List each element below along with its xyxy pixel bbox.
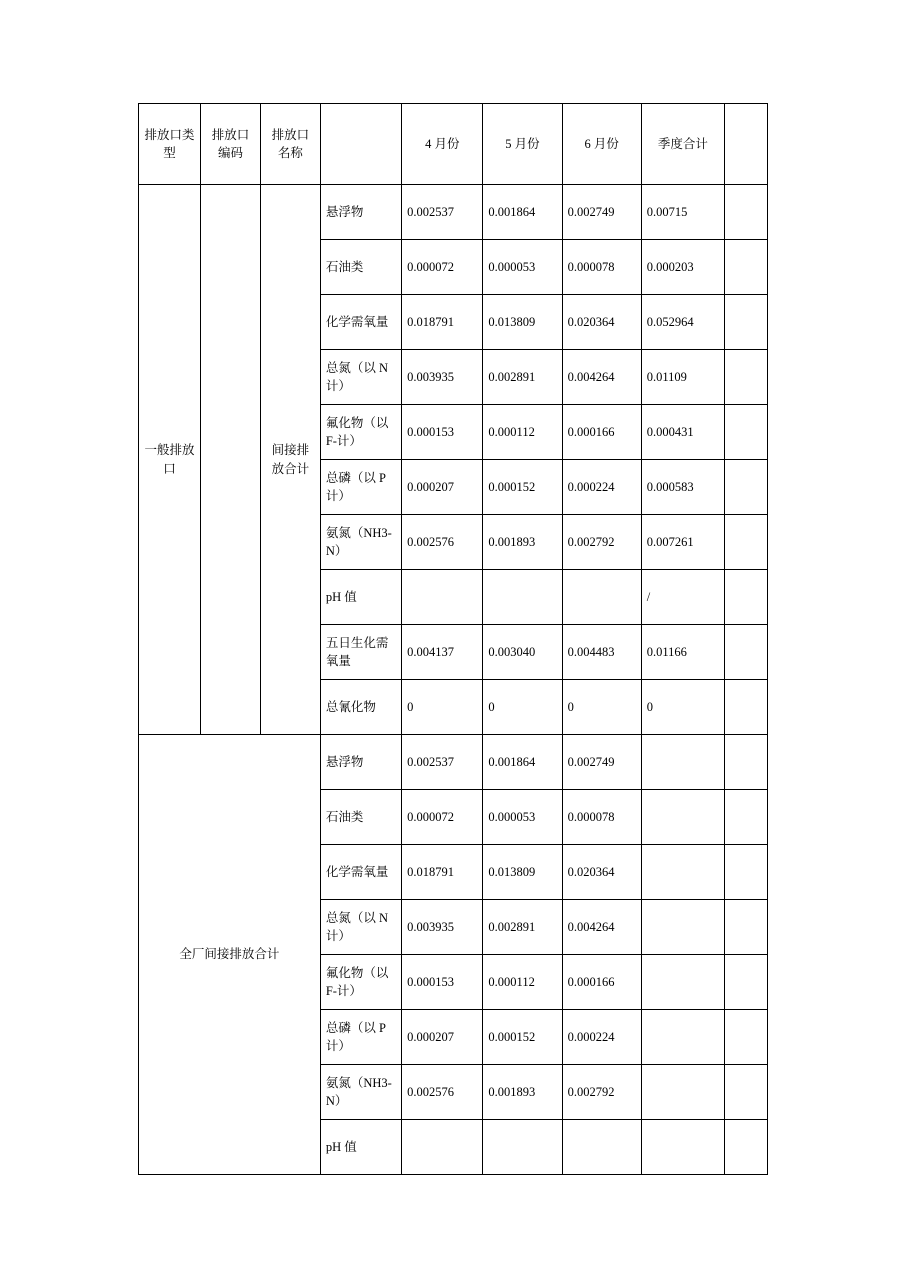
value-month-5: 0.013809 [483, 295, 562, 350]
value-month-5: 0.001893 [483, 515, 562, 570]
value-quarter-total [641, 845, 724, 900]
value-month-6 [562, 1120, 641, 1175]
value-last [725, 1065, 768, 1120]
pollutant-item: 氨氮（NH3-N） [320, 515, 401, 570]
value-month-6: 0.000166 [562, 955, 641, 1010]
pollutant-item: 总磷（以 P 计） [320, 1010, 401, 1065]
table-row [139, 185, 768, 240]
value-month-5: 0.000152 [483, 1010, 562, 1065]
value-last [725, 1010, 768, 1065]
value-quarter-total: 0.01109 [641, 350, 724, 405]
pollutant-item: 氟化物（以 F-计） [320, 405, 401, 460]
value-month-4: 0.000207 [402, 1010, 483, 1065]
group-outlet-name: 间接排放合计 [260, 185, 320, 735]
value-quarter-total: 0.000431 [641, 405, 724, 460]
value-last [725, 350, 768, 405]
header-quarter-total: 季度合计 [641, 104, 724, 185]
value-month-4: 0.002537 [402, 185, 483, 240]
value-month-6: 0.000224 [562, 1010, 641, 1065]
value-month-4: 0.018791 [402, 845, 483, 900]
value-month-4 [402, 1120, 483, 1175]
value-last [725, 405, 768, 460]
value-quarter-total [641, 1120, 724, 1175]
pollutant-item: 氨氮（NH3-N） [320, 1065, 401, 1120]
value-month-4: 0.000153 [402, 955, 483, 1010]
value-month-5: 0.000053 [483, 240, 562, 295]
value-month-5: 0.001864 [483, 735, 562, 790]
value-month-4 [402, 570, 483, 625]
header-month-5: 5 月份 [483, 104, 562, 185]
value-month-5: 0.000152 [483, 460, 562, 515]
header-month-4: 4 月份 [402, 104, 483, 185]
value-month-5: 0.013809 [483, 845, 562, 900]
pollutant-item: 五日生化需氧量 [320, 625, 401, 680]
value-quarter-total [641, 790, 724, 845]
value-month-6 [562, 570, 641, 625]
pollutant-item: 总磷（以 P 计） [320, 460, 401, 515]
value-month-5: 0.003040 [483, 625, 562, 680]
value-month-4: 0 [402, 680, 483, 735]
value-last [725, 185, 768, 240]
group-outlet-name: 全厂间接排放合计 [139, 735, 321, 1175]
table-body [139, 104, 768, 1175]
emissions-table [138, 103, 768, 1175]
pollutant-item: 悬浮物 [320, 735, 401, 790]
group-outlet-code [201, 185, 261, 735]
value-month-5: 0.000053 [483, 790, 562, 845]
value-month-6: 0.002749 [562, 185, 641, 240]
value-last [725, 735, 768, 790]
value-month-4: 0.000207 [402, 460, 483, 515]
value-month-4: 0.000072 [402, 240, 483, 295]
value-quarter-total [641, 955, 724, 1010]
value-month-5: 0.000112 [483, 405, 562, 460]
value-quarter-total: 0.00715 [641, 185, 724, 240]
value-month-6: 0.004483 [562, 625, 641, 680]
value-month-4: 0.018791 [402, 295, 483, 350]
header-outlet-name: 排放口名称 [260, 104, 320, 185]
value-last [725, 680, 768, 735]
value-month-4: 0.002537 [402, 735, 483, 790]
value-last [725, 570, 768, 625]
value-quarter-total: 0.000203 [641, 240, 724, 295]
value-month-6: 0.000078 [562, 240, 641, 295]
value-month-4: 0.000072 [402, 790, 483, 845]
value-month-5: 0.002891 [483, 350, 562, 405]
pollutant-item: 化学需氧量 [320, 845, 401, 900]
pollutant-item: 氟化物（以 F-计） [320, 955, 401, 1010]
header-last [725, 104, 768, 185]
value-quarter-total [641, 900, 724, 955]
value-month-6: 0.002792 [562, 515, 641, 570]
pollutant-item: 悬浮物 [320, 185, 401, 240]
header-month-6: 6 月份 [562, 104, 641, 185]
value-month-6: 0.004264 [562, 900, 641, 955]
value-month-6: 0 [562, 680, 641, 735]
value-quarter-total: 0.000583 [641, 460, 724, 515]
value-month-5: 0.001893 [483, 1065, 562, 1120]
value-month-6: 0.000224 [562, 460, 641, 515]
pollutant-item: pH 值 [320, 1120, 401, 1175]
value-month-5: 0 [483, 680, 562, 735]
value-month-5: 0.001864 [483, 185, 562, 240]
value-quarter-total: / [641, 570, 724, 625]
value-last [725, 295, 768, 350]
value-month-6: 0.020364 [562, 845, 641, 900]
value-last [725, 460, 768, 515]
header-item [320, 104, 401, 185]
value-month-6: 0.020364 [562, 295, 641, 350]
pollutant-item: 化学需氧量 [320, 295, 401, 350]
value-last [725, 790, 768, 845]
value-quarter-total [641, 1065, 724, 1120]
value-month-6: 0.000078 [562, 790, 641, 845]
value-month-5 [483, 1120, 562, 1175]
group-outlet-type: 一般排放口 [139, 185, 201, 735]
value-month-6: 0.000166 [562, 405, 641, 460]
value-last [725, 625, 768, 680]
pollutant-item: 总氮（以 N 计） [320, 350, 401, 405]
pollutant-item: 石油类 [320, 790, 401, 845]
value-month-4: 0.003935 [402, 900, 483, 955]
value-last [725, 240, 768, 295]
value-quarter-total: 0.01166 [641, 625, 724, 680]
value-month-5: 0.002891 [483, 900, 562, 955]
value-month-6: 0.004264 [562, 350, 641, 405]
table-row [139, 735, 768, 790]
emissions-table-container [138, 103, 768, 1175]
value-quarter-total: 0.007261 [641, 515, 724, 570]
value-quarter-total: 0 [641, 680, 724, 735]
value-last [725, 515, 768, 570]
pollutant-item: 总氮（以 N 计） [320, 900, 401, 955]
value-month-4: 0.002576 [402, 1065, 483, 1120]
header-outlet-code: 排放口编码 [201, 104, 261, 185]
header-outlet-type: 排放口类型 [139, 104, 201, 185]
value-month-5: 0.000112 [483, 955, 562, 1010]
value-last [725, 900, 768, 955]
value-quarter-total [641, 735, 724, 790]
value-quarter-total [641, 1010, 724, 1065]
value-month-4: 0.003935 [402, 350, 483, 405]
value-last [725, 1120, 768, 1175]
value-quarter-total: 0.052964 [641, 295, 724, 350]
value-last [725, 845, 768, 900]
pollutant-item: pH 值 [320, 570, 401, 625]
value-month-4: 0.000153 [402, 405, 483, 460]
value-month-4: 0.002576 [402, 515, 483, 570]
value-month-4: 0.004137 [402, 625, 483, 680]
table-header-row [139, 104, 768, 185]
value-month-6: 0.002749 [562, 735, 641, 790]
pollutant-item: 总氰化物 [320, 680, 401, 735]
value-month-6: 0.002792 [562, 1065, 641, 1120]
value-month-5 [483, 570, 562, 625]
pollutant-item: 石油类 [320, 240, 401, 295]
value-last [725, 955, 768, 1010]
